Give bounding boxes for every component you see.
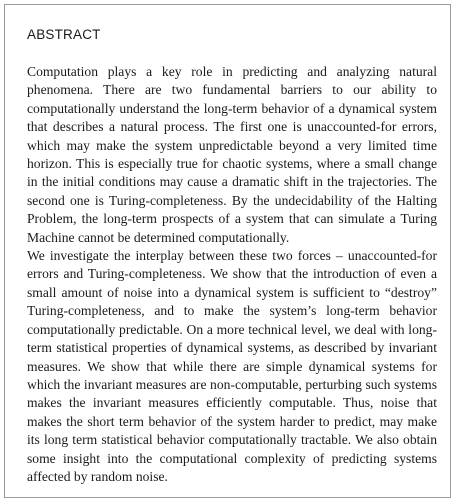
abstract-paragraph-2: We investigate the interplay between these two forces – unaccounted-for errors and Turing-completeness. We show that the introduction of even a small amount of noise into a dynamical system is sufficient to “destroy” Turing-completeness, and to make the system’s long-term behavior computationally predictable. On a more technical level, we deal with long-term statistical properties of dynamical systems, as described by invariant measures. We show that while there are simple dynamical systems for which the invariant measures are non-computable, perturbing such systems makes the invariant measures efficiently computable. Thus, noise that makes the short term behavior of the system harder to predict, may make its long term statistical behavior computationally tractable. We also obtain some insight into the computational complexity of predicting systems affected by random noise. (27, 248, 437, 484)
abstract-body (27, 63, 437, 486)
abstract-box (4, 4, 451, 498)
abstract-heading: ABSTRACT (27, 27, 101, 42)
abstract-paragraph-1: Computation plays a key role in predicting and analyzing natural phenomena. There are two fundamental barriers to our ability to computationally understand the long-term behavior of a dynamical system that describes a natural process. The first one is unaccounted-for errors, which may make the system unpredictable beyond a very limited time horizon. This is especially true for chaotic systems, where a small change in the initial conditions may cause a dramatic shift in the trajectories. The second one is Turing-completeness. By the undecidability of the Halting Problem, the long-term prospects of a system that can simulate a Turing Machine cannot be determined computationally. (27, 64, 437, 245)
